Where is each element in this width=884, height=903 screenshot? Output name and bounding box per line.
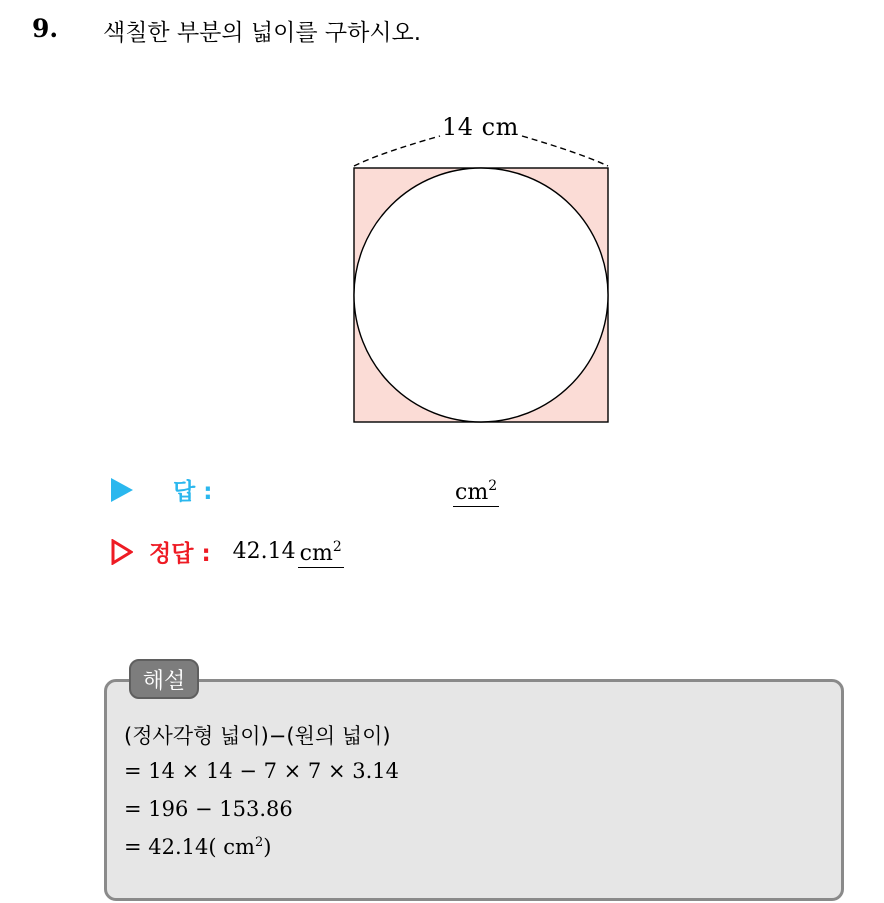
solution-line-1: (정사각형 넓이)−(원의 넓이) [124,724,391,748]
answer-row [111,473,212,506]
solution-box [104,679,844,901]
answer-label: 답 : [173,479,213,505]
outline-triangle-icon [111,539,133,565]
answer-unit: $cm^2$ [453,474,499,507]
solution-line-3: = 196 − 153.86 [124,797,293,821]
filled-triangle-icon [111,478,133,502]
correct-answer-row [111,535,344,568]
inscribed-circle [354,168,608,422]
solution-tab: 해설 [129,659,199,699]
solution-line-2: = 14 × 14 − 7 × 7 × 3.14 [124,759,399,783]
square-circle-figure [340,108,630,428]
correct-answer-unit: $cm^2$ [298,535,344,568]
solution-line-4: = 42.14( $cm^2$) [124,835,272,859]
correct-answer-value: 42.14 [232,539,296,564]
question-text: 색칠한 부분의 넓이를 구하시오. [103,20,422,46]
figure-side-label: 14 cm [442,113,519,141]
question-number: 9. [32,14,59,43]
dimension-arc [354,136,608,166]
correct-answer-label: 정답 : [149,541,211,567]
